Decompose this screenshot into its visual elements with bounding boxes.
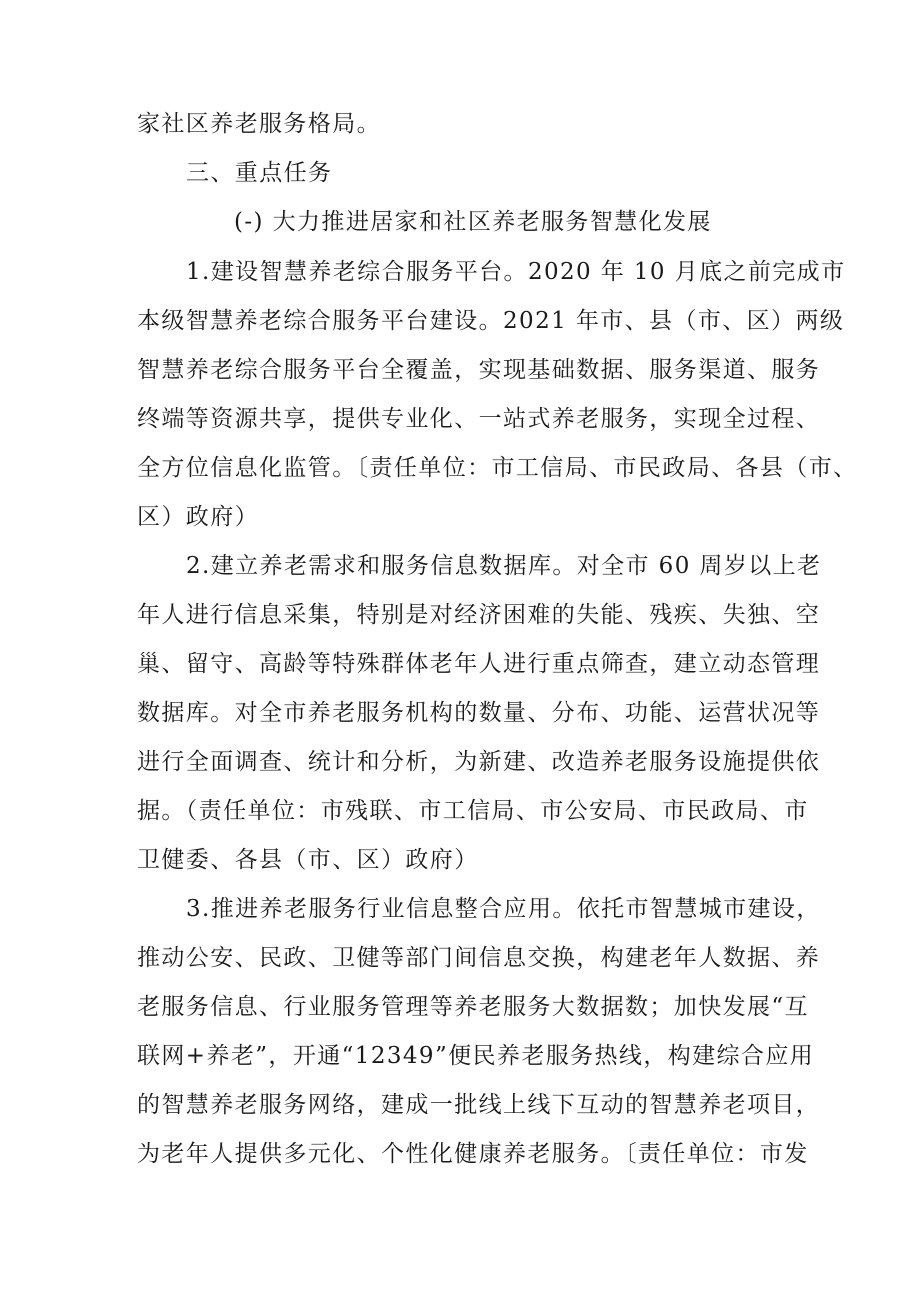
paragraph-line: 卫健委、各县（市、区）政府） — [137, 847, 479, 873]
paragraph-line: 老服务信息、行业服务管理等养老服务大数据数；加快发展“互 — [137, 994, 809, 1020]
paragraph-line: 年人进行信息采集，特别是对经济困难的失能、残疾、失独、空 — [137, 602, 821, 628]
item-2-title-line: 2.建立养老需求和服务信息数据库。对全市 60 周岁以上老 — [186, 553, 822, 579]
paragraph-line: 推动公安、民政、卫健等部门间信息交换，构建老年人数据、养 — [137, 945, 821, 971]
paragraph-line: 家社区养老服务格局。 — [137, 111, 381, 137]
section-heading: 三、重点任务 — [186, 160, 333, 186]
paragraph-line: 区）政府） — [137, 504, 259, 530]
paragraph-line: 终端等资源共享，提供专业化、一站式养老服务，实现全过程、 — [137, 406, 821, 432]
paragraph-line: 据。（责任单位：市残联、市工信局、市公安局、市民政局、市 — [137, 798, 809, 824]
item-1-title-line: 1.建设智慧养老综合服务平台。2020 年 10 月底之前完成市 — [186, 259, 846, 285]
subsection-heading: (-) 大力推进居家和社区养老服务智慧化发展 — [234, 209, 712, 235]
paragraph-line: 巢、留守、高龄等特殊群体老年人进行重点筛查，建立动态管理 — [137, 651, 821, 677]
paragraph-line: 数据库。对全市养老服务机构的数量、分布、功能、运营状况等 — [137, 700, 821, 726]
paragraph-line: 智慧养老综合服务平台全覆盖，实现基础数据、服务渠道、服务 — [137, 357, 821, 383]
item-3-title-line: 3.推进养老服务行业信息整合应用。依托市智慧城市建设， — [186, 896, 821, 922]
paragraph-line: 的智慧养老服务网络，建成一批线上线下互动的智慧养老项目， — [137, 1092, 821, 1118]
paragraph-line: 全方位信息化监管。〔责任单位：市工信局、市民政局、各县（市、 — [137, 455, 858, 481]
paragraph-line: 进行全面调查、统计和分析，为新建、改造养老服务设施提供依 — [137, 749, 821, 775]
paragraph-line: 联网+养老”，开通“12349”便民养老服务热线，构建综合应用 — [137, 1043, 815, 1069]
paragraph-line: 为老年人提供多元化、个性化健康养老服务。〔责任单位：市发 — [137, 1141, 809, 1167]
paragraph-line: 本级智慧养老综合服务平台建设。2021 年市、县（市、区）两级 — [137, 308, 845, 334]
